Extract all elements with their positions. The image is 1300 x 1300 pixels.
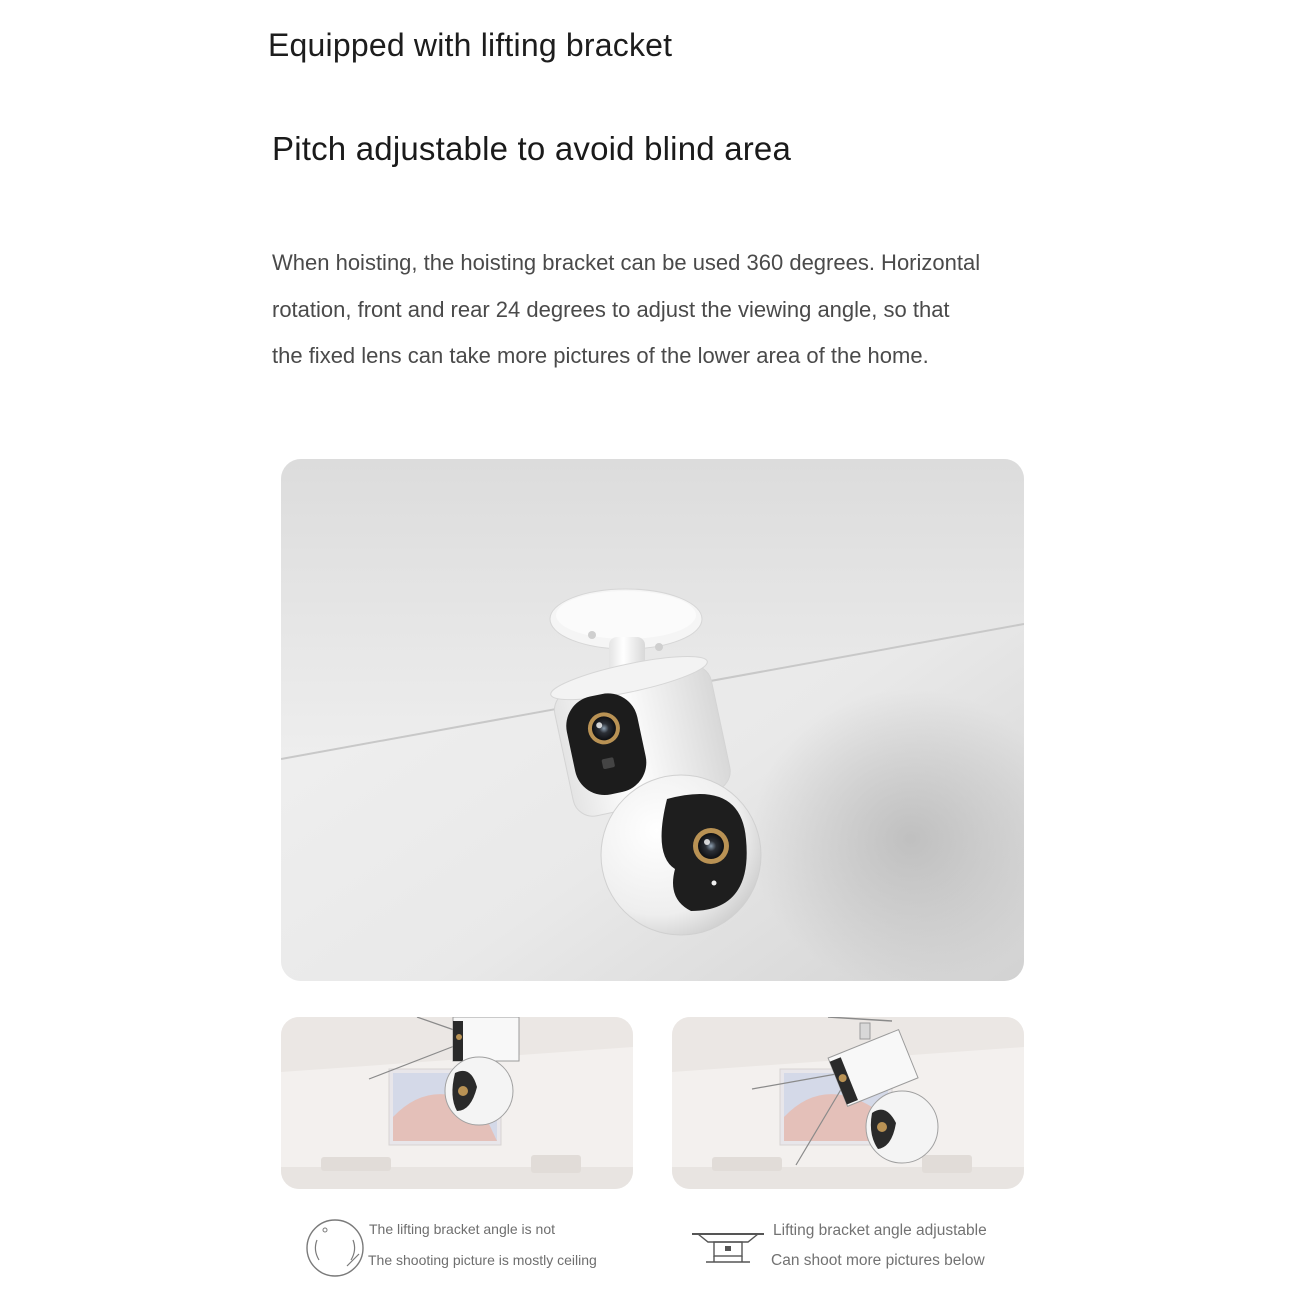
fixed-caption-line2: The shooting picture is mostly ceiling — [368, 1252, 597, 1268]
adjustable-caption-line2: Can shoot more pictures below — [771, 1252, 985, 1269]
ceiling-camera-illustration — [281, 459, 1024, 981]
adjustable-caption-line1: Lifting bracket angle adjustable — [773, 1222, 987, 1239]
description-line: the fixed lens can take more pictures of the lower area of the home. — [272, 343, 929, 368]
section-subtitle: Pitch adjustable to avoid blind area — [272, 130, 792, 167]
description-line: rotation, front and rear 24 degrees to adjust the viewing angle, so that — [272, 296, 950, 322]
section-title: Equipped with lifting bracket — [268, 27, 673, 63]
description-line: When hoisting, the hoisting bracket can be used 360 degrees. Horizontal — [272, 250, 981, 275]
comparison-image-adjustable — [672, 1017, 1024, 1189]
fixed-angle-icon — [303, 1216, 367, 1280]
fixed-bracket-view-illustration — [281, 1017, 633, 1189]
comparison-image-fixed — [281, 1017, 633, 1189]
camera-hero-photo — [281, 459, 1024, 981]
adjustable-bracket-view-illustration — [672, 1017, 1024, 1189]
fixed-caption-line1: The lifting bracket angle is not — [369, 1221, 555, 1237]
feature-description — [272, 240, 1032, 380]
adjustable-bracket-icon — [688, 1228, 768, 1268]
